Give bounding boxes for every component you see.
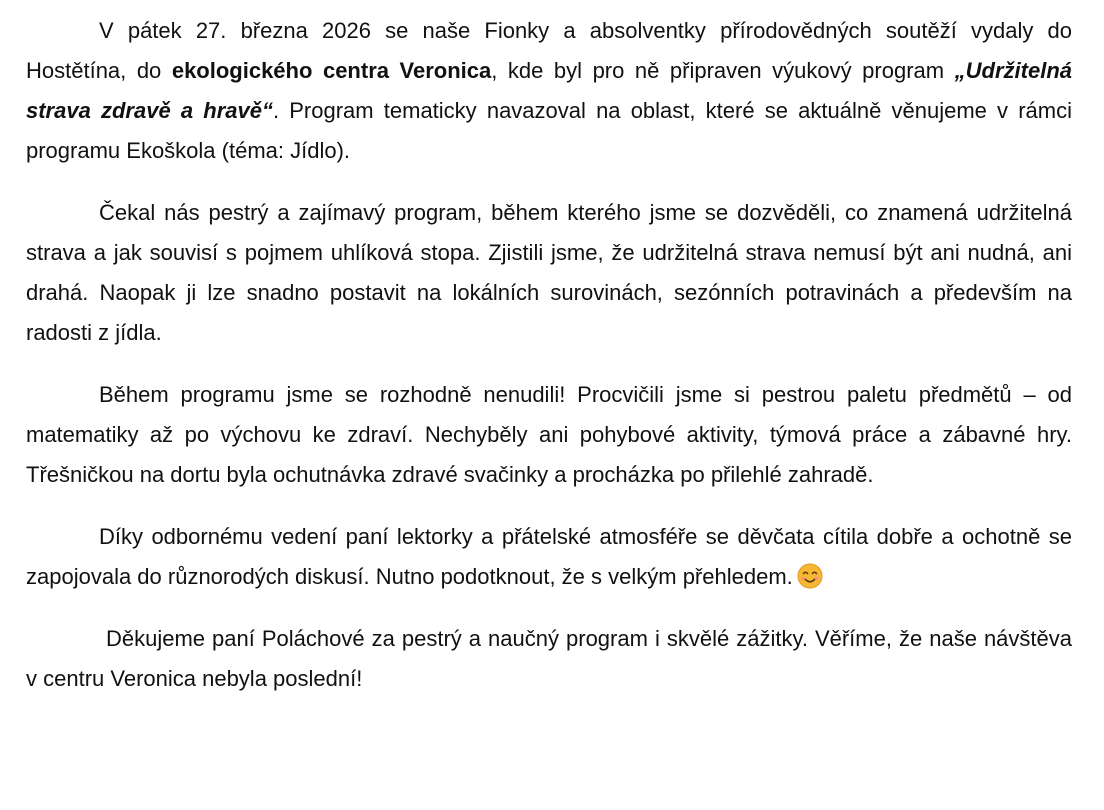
intro-text-3: . Program tematicky navazoval na oblast, které se aktuálně věnujeme v rámci programu Ekoškola (téma: Jídlo). [26,98,1072,163]
lecturer-text: Díky odbornému vedení paní lektorky a přátelské atmosféře se děvčata cítila dobře a ochotně se zapojovala do různorodých diskusí. Nutno podotknout, že s velkým přehledem. [26,524,1072,589]
centre-name: ekologického centra Veronica [171,58,492,83]
thanks-text: Děkujeme paní Poláchové za pestrý a naučný program i skvělé zážitky. Věříme, že naše návštěva v centru Veronica nebyla poslední! [26,626,1072,691]
intro-text-2: , kde byl pro ně připraven výukový program [491,58,955,83]
paragraph-activities [26,375,1072,495]
smiley-icon [797,563,823,589]
paragraph-thanks [26,619,1072,699]
program-title: „Udržitelná strava zdravě a hravě“ [26,58,1072,123]
document-body [26,11,1072,699]
activities-text: Během programu jsme se rozhodně nenudili! Procvičili jsme si pestrou paletu předmětů – od matematiky až po výchovu ke zdraví. Nechyběly ani pohybové aktivity, týmová práce a zábavné hry. Třešničkou na dortu byla ochutnávka zdravé svačinky a procházka po přilehlé zahradě. [26,382,1072,487]
program-text: Čekal nás pestrý a zajímavý program, během kterého jsme se dozvěděli, co znamená udržitelná strava a jak souvisí s pojmem uhlíková stopa. Zjistili jsme, že udržitelná strava nemusí být ani nudná, ani drahá. Naopak ji lze snadno postavit na lokálních surovinách, sezónních potravinách a především na radosti z jídla. [26,200,1072,345]
paragraph-intro [26,11,1072,171]
paragraph-lecturer [26,517,1072,597]
paragraph-program [26,193,1072,353]
intro-text-1: V pátek 27. března 2026 se naše Fionky a absolventky přírodovědných soutěží vydaly do Hostětína, do [26,18,1072,83]
